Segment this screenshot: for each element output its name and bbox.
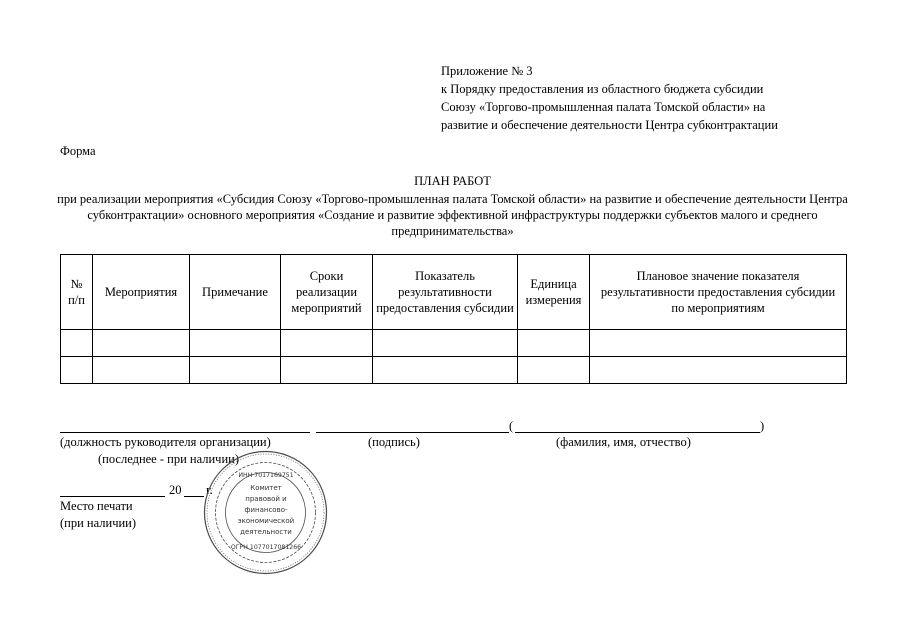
table-cell bbox=[93, 357, 190, 384]
stamp-text-line-1: Комитет bbox=[250, 484, 282, 492]
work-plan-table bbox=[60, 254, 847, 384]
table-cell bbox=[281, 357, 373, 384]
patronymic-note: (последнее - при наличии) bbox=[98, 452, 239, 466]
table-row bbox=[61, 330, 847, 357]
position-line bbox=[60, 432, 310, 433]
table-cell bbox=[590, 330, 847, 357]
position-caption: (должность руководителя организации) bbox=[60, 435, 271, 449]
table-cell bbox=[281, 330, 373, 357]
stamp-text-line-3: финансово- bbox=[244, 506, 288, 514]
official-stamp bbox=[203, 450, 328, 575]
table-cell bbox=[590, 357, 847, 384]
table-cell bbox=[373, 330, 518, 357]
appendix-line-2: к Порядку предоставления из областного бюджета субсидии bbox=[441, 82, 764, 96]
table-cell bbox=[61, 357, 93, 384]
table-cell bbox=[61, 330, 93, 357]
year-suffix: г. bbox=[206, 483, 213, 497]
year-prefix: 20 bbox=[169, 483, 182, 497]
year-line bbox=[184, 496, 204, 497]
seal-place-label: Место печати bbox=[60, 499, 133, 513]
header-indicator: Показатель результативности предоставления субсидии bbox=[373, 255, 518, 330]
table-cell bbox=[190, 357, 281, 384]
stamp-inn: ИНН 7017169751 bbox=[238, 472, 294, 479]
header-planned-value: Плановое значение показателя результативности предоставления субсидии по мероприятиям bbox=[590, 255, 847, 330]
appendix-line-3: Союзу «Торгово-промышленная палата Томской области» на bbox=[441, 100, 766, 114]
table-cell bbox=[518, 357, 590, 384]
plan-title: ПЛАН РАБОТ bbox=[414, 174, 491, 188]
full-name-line bbox=[515, 432, 760, 433]
table-cell bbox=[190, 330, 281, 357]
stamp-text-line-5: деятельности bbox=[240, 528, 292, 536]
header-activities: Мероприятия bbox=[93, 255, 190, 330]
header-unit: Единица измерения bbox=[518, 255, 590, 330]
stamp-ogrn: ОГРН 1077017081266 bbox=[230, 544, 302, 551]
appendix-header bbox=[441, 62, 778, 134]
stamp-text-line-4: экономической bbox=[237, 517, 295, 525]
table-cell bbox=[518, 330, 590, 357]
table-header-row bbox=[61, 255, 847, 330]
date-day-month-line bbox=[60, 496, 165, 497]
name-paren-close: ) bbox=[760, 419, 765, 433]
form-label: Форма bbox=[60, 144, 96, 158]
name-paren-open: ( bbox=[509, 419, 514, 433]
signature-line bbox=[316, 432, 509, 433]
appendix-line-4: развитие и обеспечение деятельности Центра субконтрактации bbox=[441, 118, 778, 132]
seal-note: (при наличии) bbox=[60, 516, 137, 530]
header-number: № п/п bbox=[61, 255, 93, 330]
table-cell bbox=[93, 330, 190, 357]
table-row bbox=[61, 357, 847, 384]
header-terms: Сроки реализации мероприятий bbox=[281, 255, 373, 330]
header-note: Примечание bbox=[190, 255, 281, 330]
appendix-number: Приложение № 3 bbox=[441, 64, 533, 78]
full-name-caption: (фамилия, имя, отчество) bbox=[556, 435, 691, 449]
table-cell bbox=[373, 357, 518, 384]
stamp-text-line-2: правовой и bbox=[245, 495, 287, 503]
signature-caption: (подпись) bbox=[368, 435, 420, 449]
plan-subtitle: при реализации мероприятия «Субсидия Союзу «Торгово-промышленная палата Томской области» на развитие и обеспечение деятельности Центра субконтрактации» основного мероприятия «Создание и развитие эффективной инфраструктуры поддержки субъектов малого и среднего предпринимательства» bbox=[57, 192, 848, 238]
